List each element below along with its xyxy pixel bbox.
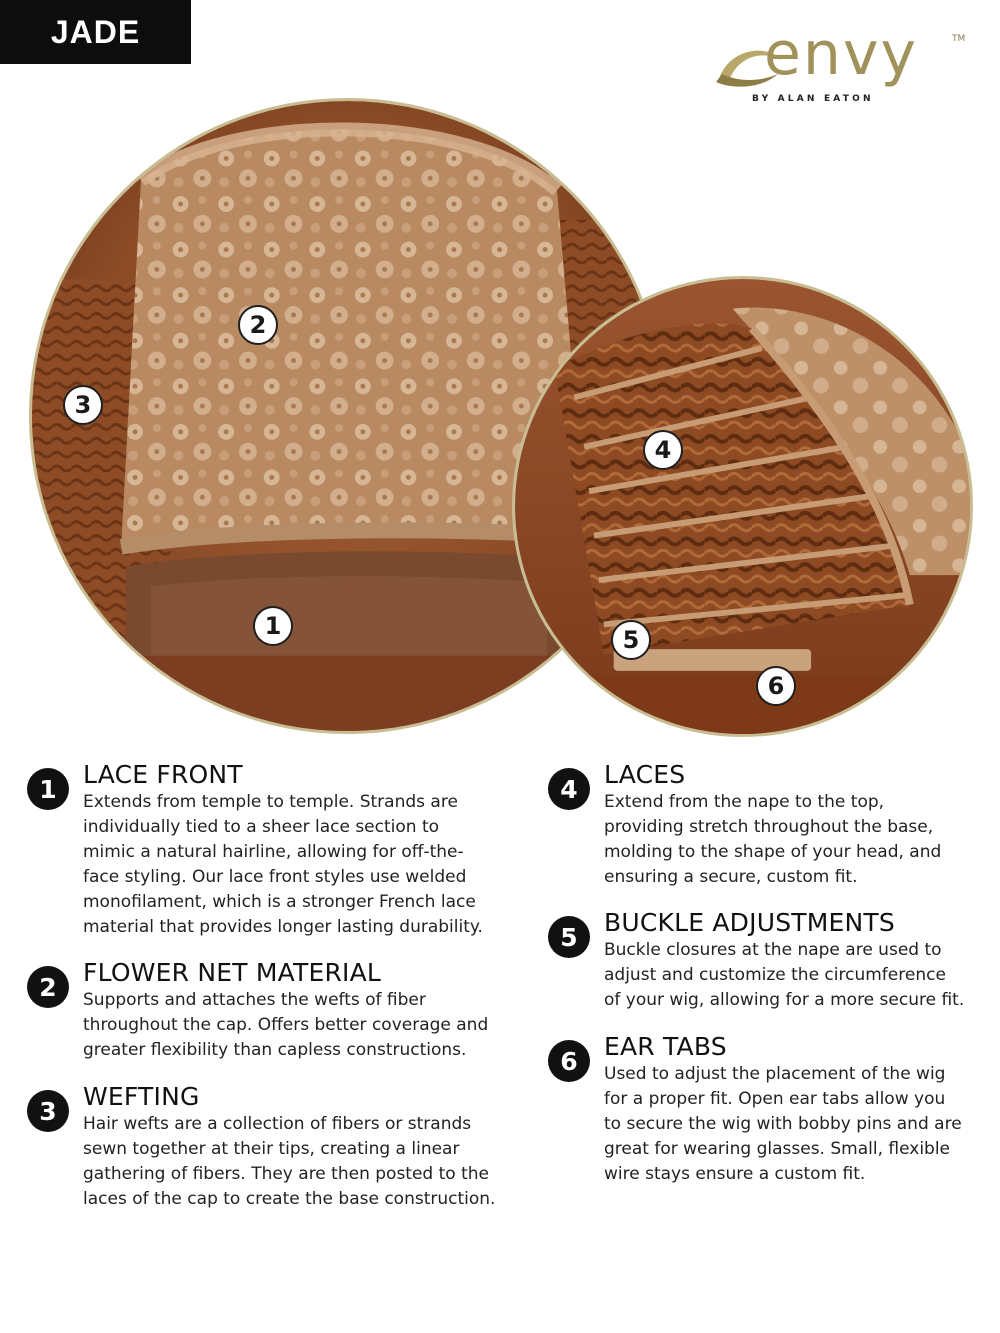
description-line: ensuring a secure, custom fit.	[604, 867, 858, 887]
brand-wordmark: envy	[764, 19, 918, 89]
description-line: Extend from the nape to the top,	[604, 792, 885, 812]
feature-description	[83, 790, 483, 940]
feature-description	[604, 790, 941, 890]
feature-title: LACES	[604, 760, 686, 789]
description-line: throughout the cap. Offers better coverage and	[83, 1015, 489, 1035]
feature-description	[83, 1112, 495, 1212]
trademark-symbol: TM	[952, 34, 966, 44]
description-line: Hair wefts are a collection of fibers or strands	[83, 1114, 472, 1134]
description-line: Extends from temple to temple. Strands are	[83, 792, 458, 812]
feature-title: WEFTING	[83, 1082, 200, 1111]
feature-description	[604, 1062, 962, 1187]
marker-4	[643, 430, 683, 470]
description-line: great for wearing glasses. Small, flexible	[604, 1139, 951, 1159]
description-line: sewn together at their tips, creating a linear	[83, 1139, 460, 1159]
feature-number-badge: 1	[27, 768, 69, 810]
feature-number-badge: 6	[548, 1040, 590, 1082]
feature-number-badge: 5	[548, 916, 590, 958]
feature-number-badge: 3	[27, 1090, 69, 1132]
feature-description	[83, 988, 488, 1063]
marker-1-label: 1	[264, 612, 282, 640]
feature-title: LACE FRONT	[83, 760, 243, 789]
marker-6	[756, 666, 796, 706]
description-line: of your wig, allowing for a more secure fit.	[604, 990, 965, 1010]
feature-title: BUCKLE ADJUSTMENTS	[604, 908, 895, 937]
description-line: individually tied to a sheer lace section to	[83, 817, 440, 837]
feature-number-badge: 4	[548, 768, 590, 810]
marker-3-label: 3	[74, 391, 92, 419]
nape-detail-illustration	[515, 279, 970, 734]
feature-number-badge: 2	[27, 966, 69, 1008]
feature-description	[604, 938, 964, 1013]
description-line: greater flexibility than capless constructions.	[83, 1040, 467, 1060]
description-line: adjust and customize the circumference	[604, 965, 946, 985]
description-line: providing stretch throughout the base,	[604, 817, 934, 837]
marker-6-label: 6	[767, 672, 785, 700]
marker-4-label: 4	[654, 436, 672, 464]
feature-title: EAR TABS	[604, 1032, 727, 1061]
marker-1	[253, 606, 293, 646]
description-line: monofilament, which is a stronger French lace	[83, 892, 476, 912]
marker-5	[611, 620, 651, 660]
nape-detail-photo	[512, 276, 973, 737]
marker-3	[63, 385, 103, 425]
description-line: gathering of fibers. They are then posted to the	[83, 1164, 489, 1184]
description-line: laces of the cap to create the base construction.	[83, 1189, 496, 1209]
description-line: to secure the wig with bobby pins and are	[604, 1114, 962, 1134]
description-line: face styling. Our lace front styles use welded	[83, 867, 467, 887]
product-name-tag	[0, 0, 191, 64]
description-line: Used to adjust the placement of the wig	[604, 1064, 946, 1084]
marker-2-label: 2	[249, 311, 267, 339]
description-line: for a proper fit. Open ear tabs allow you	[604, 1089, 946, 1109]
marker-2	[238, 305, 278, 345]
description-line: material that provides longer lasting durability.	[83, 917, 483, 937]
marker-5-label: 5	[622, 626, 640, 654]
description-line: Supports and attaches the wefts of fiber	[83, 990, 426, 1010]
brand-logo	[712, 19, 972, 110]
product-name: JADE	[50, 13, 141, 50]
feature-title: FLOWER NET MATERIAL	[83, 958, 382, 987]
brand-tagline: BY ALAN EATON	[752, 94, 874, 104]
description-line: wire stays ensure a custom fit.	[604, 1164, 866, 1184]
description-line: molding to the shape of your head, and	[604, 842, 942, 862]
description-line: Buckle closures at the nape are used to	[604, 940, 942, 960]
description-line: mimic a natural hairline, allowing for off-the-	[83, 842, 464, 862]
